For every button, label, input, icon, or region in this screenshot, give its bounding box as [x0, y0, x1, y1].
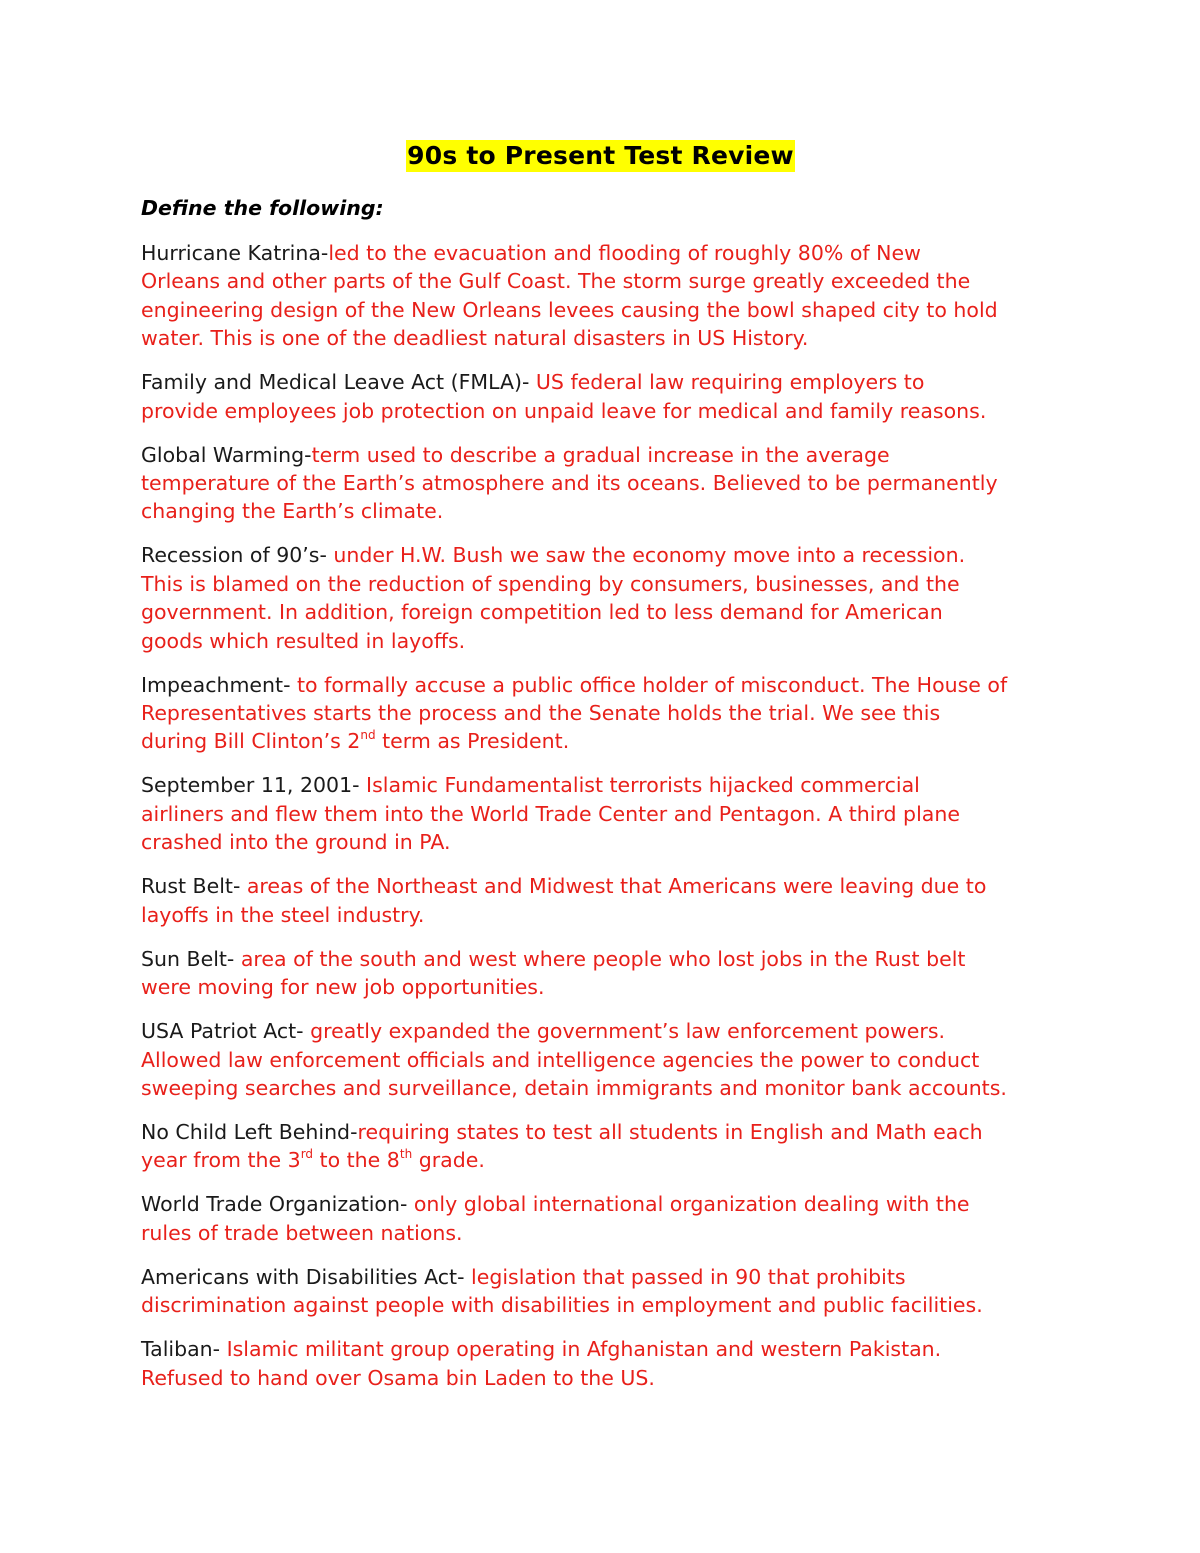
definition-text: during Bill Clinton’s 2nd term as President. [141, 728, 570, 754]
definition-text: year from the 3rd to the 8th grade. [141, 1147, 485, 1173]
definition-text: Orleans and other parts of the Gulf Coast. The storm surge greatly exceeded the [141, 269, 971, 294]
definition-text: Allowed law enforcement officials and intelligence agencies the power to conduct [141, 1047, 980, 1072]
definition-text: Islamic Fundamentalist terrorists hijacked commercial [366, 773, 920, 798]
definition-text: area of the south and west where people who lost jobs in the Rust belt [240, 946, 966, 971]
term-label: Taliban- [141, 1337, 227, 1362]
section-heading: Define the following: [141, 196, 384, 220]
term-label: USA Patriot Act- [141, 1019, 311, 1044]
definition-text: crashed into the ground in PA. [141, 830, 451, 855]
definition-text: government. In addition, foreign competition led to less demand for American [141, 600, 943, 625]
term-label: Sun Belt- [141, 946, 241, 971]
entry-global-warming [141, 441, 1066, 526]
definition-text: requiring states to test all students in English and Math each [357, 1119, 983, 1144]
ordinal-suffix: nd [360, 728, 376, 743]
ordinal-suffix: th [399, 1147, 413, 1162]
term-label: No Child Left Behind- [141, 1119, 358, 1144]
definition-text: engineering design of the New Orleans levees causing the bowl shaped city to hold [141, 297, 998, 322]
definition-text: term used to describe a gradual increase in the average [311, 442, 890, 467]
definition-text: layoffs in the steel industry. [141, 902, 425, 927]
title-row [135, 140, 1066, 180]
definition-text: only global international organization dealing with the [413, 1192, 970, 1217]
entry-sun-belt [141, 945, 1066, 1002]
entry-ada [141, 1263, 1066, 1320]
document-page [141, 140, 1066, 1408]
definition-text: to formally accuse a public office holder of misconduct. The House of [297, 672, 1008, 697]
term-label: Hurricane Katrina- [141, 241, 329, 265]
definition-text: water. This is one of the deadliest natural disasters in US History. [141, 326, 809, 351]
entry-taliban [141, 1335, 1066, 1392]
definition-text: Representatives starts the process and the Senate holds the trial. We see this [141, 701, 941, 726]
definition-text: rules of trade between nations. [141, 1220, 463, 1245]
definition-text: areas of the Northeast and Midwest that Americans were leaving due to [246, 874, 987, 899]
term-label: World Trade Organization- [141, 1192, 414, 1217]
definition-text: provide employees job protection on unpaid leave for medical and family reasons. [141, 398, 987, 423]
definition-text: changing the Earth’s climate. [141, 499, 444, 524]
definition-text: discrimination against people with disabilities in employment and public facilities. [141, 1293, 983, 1318]
definition-text: This is blamed on the reduction of spending by consumers, businesses, and the [141, 571, 960, 596]
entry-impeachment [141, 671, 1066, 756]
page-title: 90s to Present Test Review [407, 141, 794, 170]
term-label: Recession of 90’s- under H.W. Bush we saw the economy move into a recession. [141, 543, 966, 568]
term-label: Rust Belt- [141, 874, 247, 899]
definition-text: airliners and flew them into the World Trade Center and Pentagon. A third plane [141, 801, 960, 826]
definition-text: US federal law requiring employers to [535, 370, 925, 395]
ordinal-suffix: rd [300, 1147, 314, 1162]
definition-text: temperature of the Earth’s atmosphere and its oceans. Believed to be permanently [141, 471, 998, 496]
term-label: Americans with Disabilities Act- [141, 1264, 472, 1289]
term-label: Family and Medical Leave Act (FMLA)- [141, 370, 536, 395]
entry-recession [141, 541, 1066, 655]
entry-patriot-act [141, 1017, 1066, 1102]
entry-fmla [141, 368, 1066, 425]
definition-text: Islamic militant group operating in Afghanistan and western Pakistan. [226, 1337, 942, 1362]
definition-text: sweeping searches and surveillance, detain immigrants and monitor bank accounts. [141, 1075, 1007, 1100]
definition-text: legislation that passed in 90 that prohibits [471, 1264, 906, 1289]
entry-no-child-left-behind [141, 1118, 1066, 1175]
entry-wto [141, 1190, 1066, 1247]
definition-text: goods which resulted in layoffs. [141, 628, 466, 653]
term-label: September 11, 2001- [141, 773, 367, 798]
entry-rust-belt [141, 872, 1066, 929]
term-label: Impeachment- [141, 672, 297, 697]
entry-september-11 [141, 771, 1066, 856]
term-label: Global Warming- [141, 442, 312, 467]
definition-text: were moving for new job opportunities. [141, 975, 545, 1000]
definition-text: Refused to hand over Osama bin Laden to the US. [141, 1365, 655, 1390]
definition-text: led to the evacuation and flooding of roughly 80% of New [328, 241, 921, 265]
definition-text: greatly expanded the government’s law enforcement powers. [310, 1019, 946, 1044]
entry-hurricane-katrina [141, 239, 1066, 353]
